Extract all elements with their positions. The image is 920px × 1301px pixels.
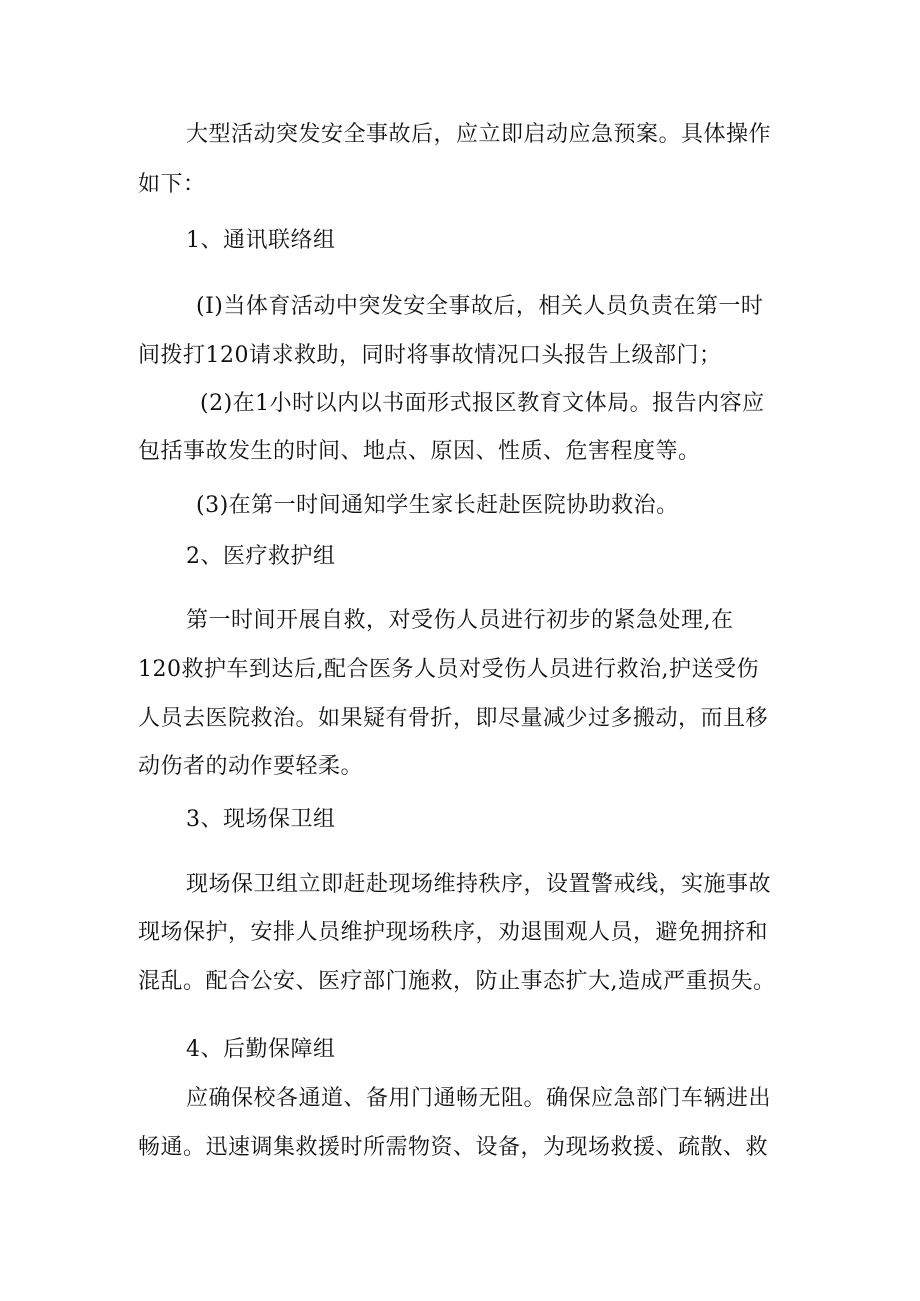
section-4-heading: 4、后勤保障组 bbox=[186, 1037, 336, 1062]
section-2-line-1: 第一时间开展自救，对受伤人员进行初步的紧急处理,在 bbox=[186, 608, 734, 633]
section-4-line-1: 应确保校各通道、备用门通畅无阻。确保应急部门车辆进出 bbox=[186, 1086, 772, 1111]
section-1-item-3-line-1: (3)在第一时间通知学生家长赶赴医院协助救治。 bbox=[196, 493, 679, 518]
section-1-item-1-line-1: (I)当体育活动中突发安全事故后，相关人员负责在第一时 bbox=[196, 294, 764, 319]
section-1-item-1-line-2: 间拨打120请求救助，同时将事故情况口头报告上级部门； bbox=[138, 343, 722, 368]
section-1-item-2-line-1: (2)在1小时以内以书面形式报区教育文体局。报告内容应 bbox=[200, 391, 765, 416]
section-2-line-2: 120救护车到达后,配合医务人员对受伤人员进行救治,护送受伤 bbox=[138, 657, 759, 682]
section-1-heading: 1、通讯联络组 bbox=[186, 228, 336, 253]
section-3-heading: 3、现场保卫组 bbox=[186, 807, 336, 832]
intro-line-2: 如下： bbox=[138, 172, 206, 197]
section-2-heading: 2、医疗救护组 bbox=[186, 544, 336, 569]
section-1-item-2-line-2: 包括事故发生的时间、地点、原因、性质、危害程度等。 bbox=[138, 439, 701, 464]
section-3-line-3: 混乱。配合公安、医疗部门施救，防止事态扩大,造成严重损失。 bbox=[138, 969, 776, 994]
section-2-line-4: 动伤者的动作要轻柔。 bbox=[138, 754, 364, 779]
section-4-line-2: 畅通。迅速调集救援时所需物资、设备，为现场救援、疏散、救 bbox=[138, 1135, 769, 1160]
section-3-line-2: 现场保护，安排人员维护现场秩序，劝退围观人员，避免拥挤和 bbox=[138, 920, 769, 945]
section-3-line-1: 现场保卫组立即赶赴现场维持秩序，设置警戒线，实施事故 bbox=[186, 872, 772, 897]
section-2-line-3: 人员去医院救治。如果疑有骨折，即尽量减少过多搬动，而且移 bbox=[138, 706, 769, 731]
intro-line-1: 大型活动突发安全事故后，应立即启动应急预案。具体操作 bbox=[186, 122, 772, 147]
